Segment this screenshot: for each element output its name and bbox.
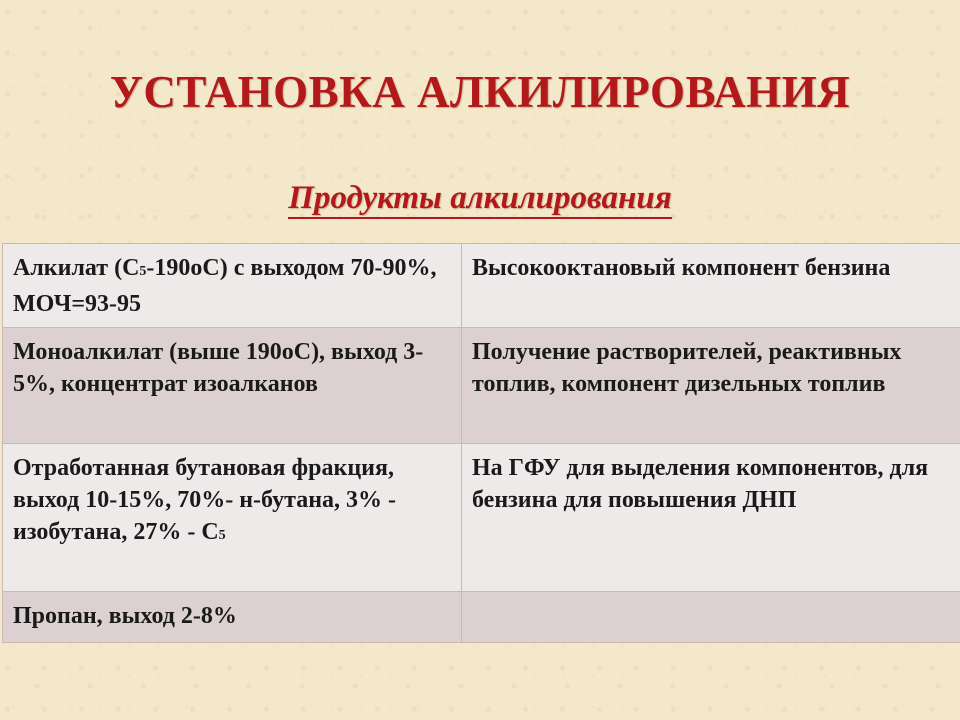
table-row — [3, 444, 960, 592]
product-cell — [3, 444, 462, 592]
slide-title: УСТАНОВКА АЛКИЛИРОВАНИЯ — [109, 67, 851, 117]
products-table — [2, 243, 960, 643]
product-text: Алкилат (С — [13, 255, 140, 281]
usage-cell: На ГФУ для выделения компонентов, для бензина для повышения ДНП — [462, 444, 960, 592]
usage-cell: Высокооктановый компонент бензина — [462, 244, 960, 328]
usage-cell: Получение растворителей, реактивных топлив, компонент дизельных топлив — [462, 328, 960, 444]
table-row — [3, 328, 960, 444]
product-text: Пропан, выход 2-8% — [13, 603, 237, 629]
product-cell — [3, 328, 462, 444]
product-text-tail: -190оС) с выходом 70-90%, МОЧ=93-95 — [13, 255, 437, 317]
usage-cell — [462, 592, 960, 643]
product-cell — [3, 592, 462, 643]
product-subscript: 5 — [218, 528, 226, 543]
slide-subtitle-text: Продукты алкилирования — [288, 180, 671, 219]
slide-subtitle — [0, 176, 960, 220]
product-subscript: 5 — [139, 264, 147, 279]
product-cell — [3, 244, 462, 328]
product-text: Отработанная бутановая фракция, выход 10-15%, 70%- н-бутана, 3% - изобутана, 27% - С — [13, 455, 397, 545]
table-row — [3, 592, 960, 643]
product-text: Моноалкилат (выше 190оС), выход 3-5%, концентрат изоалканов — [13, 339, 424, 397]
table-row — [3, 244, 960, 328]
